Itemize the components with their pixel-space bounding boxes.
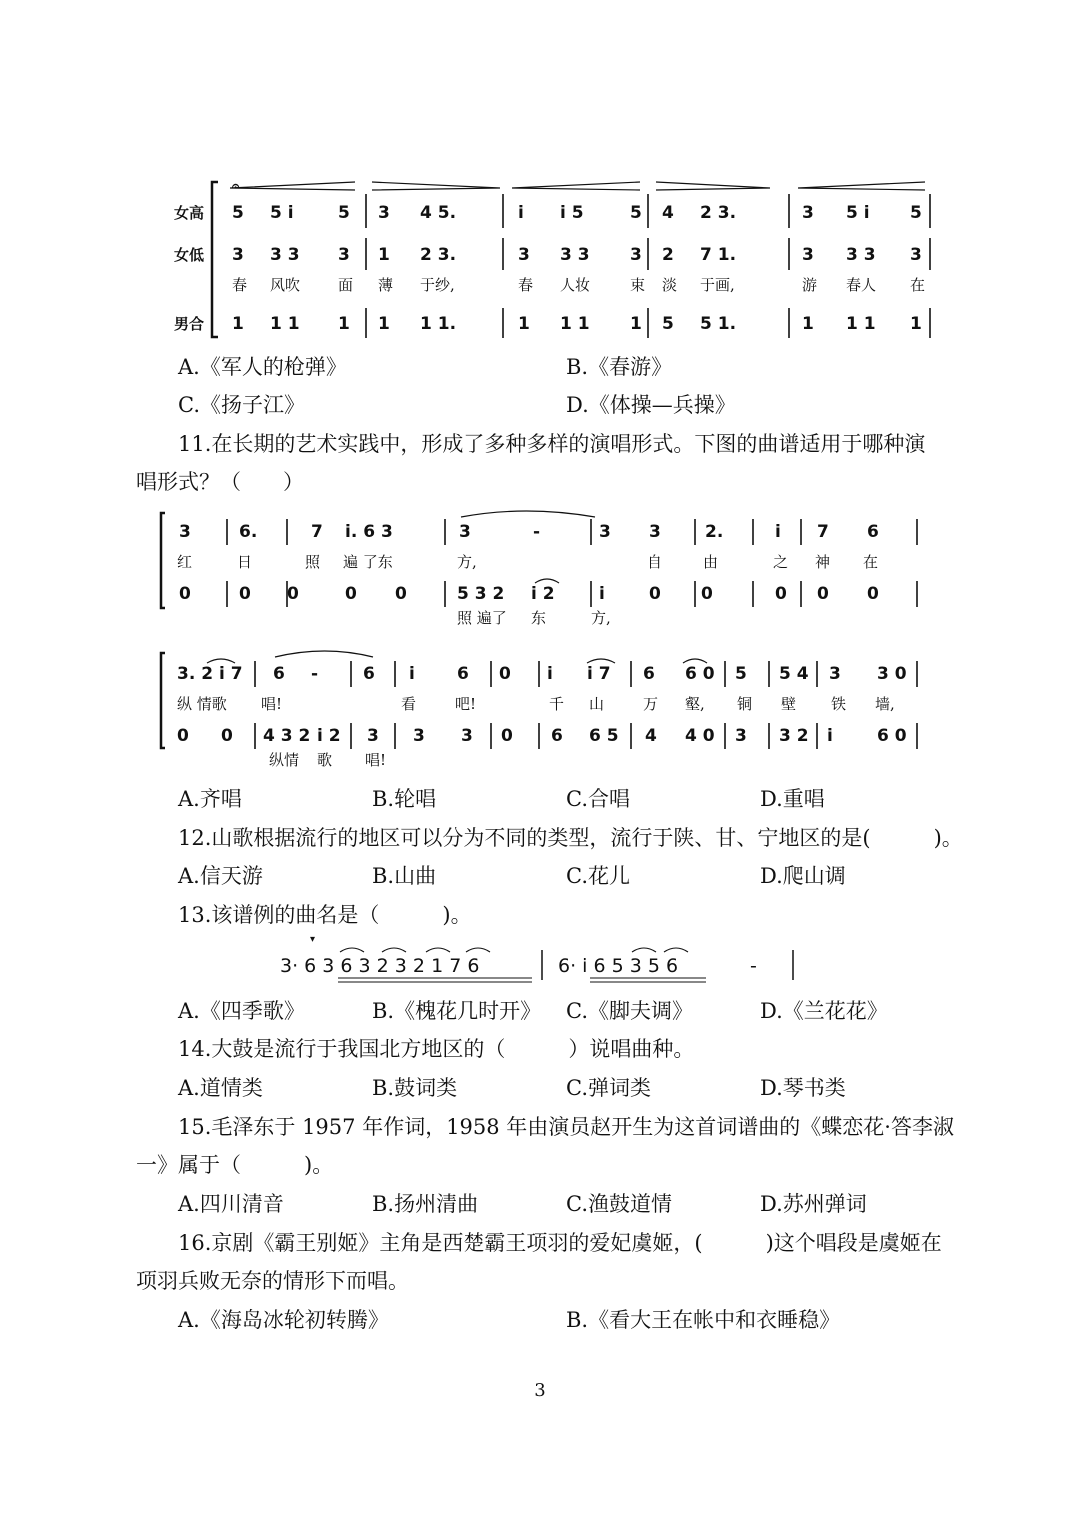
q13-dash: - <box>750 955 757 977</box>
note: 3 <box>232 245 244 265</box>
lyric: 唱! <box>365 751 387 769</box>
q13-option-d[interactable]: D.《兰花花》 <box>760 999 888 1023</box>
note: 6 <box>273 664 285 684</box>
q11-question: 11.在长期的艺术实践中，形成了多种多样的演唱形式。下图的曲谱适用于哪种演 <box>178 432 926 456</box>
note: 0 <box>239 584 251 604</box>
lyric: 千 <box>549 695 565 713</box>
q10-option-c[interactable]: C.《扬子江》 <box>178 393 305 417</box>
lyric: 之 <box>773 553 789 571</box>
note: 2. <box>705 522 724 542</box>
q12-question: 12.山歌根据流行的地区可以分为不同的类型，流行于陕、甘、宁地区的是( )。 <box>178 826 963 850</box>
q14-option-a[interactable]: A.道情类 <box>178 1076 263 1100</box>
q11-option-b[interactable]: B.轮唱 <box>372 787 437 811</box>
note: 0 <box>817 584 829 604</box>
note: 3 <box>802 203 814 223</box>
note: 5 4 <box>779 664 809 684</box>
page-number: 3 <box>534 1380 546 1401</box>
q13-question: 13.该谱例的曲名是（ )。 <box>178 903 472 927</box>
note: 1 1 <box>846 314 876 334</box>
lyric: 淡 <box>662 276 678 294</box>
svg-text:▾: ▾ <box>310 934 316 945</box>
lyric: 春 <box>518 276 534 294</box>
slur <box>683 659 707 663</box>
note: 2 3. <box>420 245 457 265</box>
note: 6 <box>867 522 879 542</box>
lyric: 壁 <box>781 695 797 713</box>
lyric: 春 <box>232 276 248 294</box>
note: 3 <box>802 245 814 265</box>
note: 0 <box>775 584 787 604</box>
svg-text:𝄐: 𝄐 <box>232 179 240 194</box>
note: 1 <box>518 314 530 334</box>
q14-option-d[interactable]: D.琴书类 <box>760 1076 846 1100</box>
note: 3 <box>179 522 191 542</box>
q14-question: 14.大鼓是流行于我国北方地区的（ ）说唱曲种。 <box>178 1037 695 1061</box>
lyric: 山 <box>589 695 605 713</box>
q11-option-a[interactable]: A.齐唱 <box>178 787 242 811</box>
row2-upper-lyrics <box>177 695 895 713</box>
q11-score <box>155 505 935 775</box>
note: 0 <box>701 584 713 604</box>
note: 3 <box>910 245 922 265</box>
part-label: 男合 <box>174 315 205 333</box>
note: 6 <box>551 726 563 746</box>
lyric: 照 <box>305 553 321 571</box>
note: i <box>599 584 605 604</box>
note: 6 <box>457 664 469 684</box>
note: 0 <box>177 726 189 746</box>
bass-line <box>232 314 922 334</box>
note: 5 i <box>270 203 294 223</box>
row2-lower-lyrics <box>269 751 386 769</box>
lyric: 春人 <box>846 276 877 294</box>
note: 0 <box>221 726 233 746</box>
note: 1 <box>378 314 390 334</box>
note: 3 <box>599 522 611 542</box>
note: - <box>311 664 319 684</box>
note: 3 <box>338 245 350 265</box>
note: 5 3 2 <box>457 584 505 604</box>
note: 1 <box>338 314 350 334</box>
q16-option-a[interactable]: A.《海岛冰轮初转腾》 <box>178 1308 389 1332</box>
lyric: 自 <box>647 553 663 571</box>
note: i 2 <box>531 584 555 604</box>
note: 1 <box>378 245 390 265</box>
lyric: 日 <box>237 553 253 571</box>
crescendo-mark <box>230 182 355 190</box>
note: 1 <box>802 314 814 334</box>
lyric: 万 <box>643 695 659 713</box>
q16-option-b[interactable]: B.《看大王在帐中和衣睡稳》 <box>566 1308 841 1332</box>
soprano-line <box>232 203 922 223</box>
lyric: 薄 <box>378 276 394 294</box>
lyric: 人妆 <box>560 276 591 294</box>
note: 6 0 <box>685 664 715 684</box>
note: 6 5 <box>589 726 619 746</box>
row2-upper-notes <box>177 664 907 684</box>
note: 0 <box>287 584 299 604</box>
note: 0 <box>499 664 511 684</box>
lyric: 歌 <box>317 751 333 769</box>
q12-option-a[interactable]: A.信天游 <box>178 864 263 888</box>
lyric: 神 <box>815 553 831 571</box>
lyric: 纵 情歌 <box>177 695 227 713</box>
note: 3 3 <box>846 245 876 265</box>
note: 0 <box>867 584 879 604</box>
lyric: 墙, <box>875 695 895 713</box>
note: i. 6 3 <box>345 522 393 542</box>
note: 5 i <box>846 203 870 223</box>
q13-option-b[interactable]: B.《槐花几时开》 <box>372 999 542 1023</box>
slur <box>587 659 615 663</box>
lyric: 东 <box>531 609 547 627</box>
lyric: 在 <box>910 276 926 294</box>
q12-option-d[interactable]: D.爬山调 <box>760 864 846 888</box>
lyric: 壑, <box>685 695 705 713</box>
q13-bar2-notes: 6· i 6 5 3 5 6 <box>558 955 679 977</box>
lyric: 于纱, <box>420 276 455 294</box>
note: 3 <box>735 726 747 746</box>
note: 3 2 <box>779 726 809 746</box>
q15-option-c[interactable]: C.渔鼓道情 <box>566 1192 672 1216</box>
note: 3 <box>413 726 425 746</box>
note: 0 <box>179 584 191 604</box>
lyric: 方, <box>457 553 477 571</box>
note: 5 1. <box>700 314 737 334</box>
q10-option-d[interactable]: D.《体操—兵操》 <box>566 393 736 417</box>
row1-lower-lyrics <box>457 609 611 627</box>
q15-option-a[interactable]: A.四川清音 <box>178 1192 284 1216</box>
q10-part-labels <box>174 204 204 333</box>
q13-option-a[interactable]: A.《四季歌》 <box>178 999 305 1023</box>
note: 3 <box>367 726 379 746</box>
decrescendo-mark <box>656 182 770 190</box>
note: 1 1 <box>270 314 300 334</box>
note: 0 <box>395 584 407 604</box>
note: 6 <box>643 664 655 684</box>
lyric: 红 <box>177 553 193 571</box>
note: i 7 <box>587 664 611 684</box>
note: 4 0 <box>685 726 715 746</box>
note: i <box>827 726 833 746</box>
q12-option-c[interactable]: C.花儿 <box>566 864 630 888</box>
lyric: 游 <box>802 276 818 294</box>
q13-bar1-notes: 3· 6 3 6 3 2 3 2 1 7 6 <box>280 955 480 977</box>
lyric: 于画, <box>700 276 735 294</box>
note: 5 <box>630 203 642 223</box>
note: 3 <box>649 522 661 542</box>
q15-option-d[interactable]: D.苏州弹词 <box>760 1192 867 1216</box>
note: 0 <box>501 726 513 746</box>
lyric: 纵情 <box>269 751 300 769</box>
q12-option-b[interactable]: B.山曲 <box>372 864 437 888</box>
q14-option-c[interactable]: C.弹词类 <box>566 1076 651 1100</box>
note: 0 <box>345 584 357 604</box>
note: 1 1 <box>560 314 590 334</box>
note: 3 3 <box>560 245 590 265</box>
note: i <box>518 203 524 223</box>
q11-question-cont: 唱形式？（ ） <box>136 470 304 494</box>
note: 4 <box>645 726 657 746</box>
decrescendo-mark <box>372 182 500 190</box>
q11-option-d[interactable]: D.重唱 <box>760 787 825 811</box>
q15-question-cont: 一》属于（ )。 <box>136 1153 334 1177</box>
part-label: 女高 <box>174 204 205 222</box>
lyric: 吧! <box>455 695 477 713</box>
lyrics-line <box>232 276 925 294</box>
lyric: 照 遍了 <box>457 609 507 627</box>
note: 4 5. <box>420 203 457 223</box>
note: 3 <box>518 245 530 265</box>
q14-option-b[interactable]: B.鼓词类 <box>372 1076 458 1100</box>
slur <box>207 659 235 663</box>
note: 1 <box>910 314 922 334</box>
lyric: 方, <box>591 609 611 627</box>
note: 4 3 2 <box>263 726 311 746</box>
q15-option-b[interactable]: B.扬州清曲 <box>372 1192 479 1216</box>
note: 6 0 <box>877 726 907 746</box>
note: 5 <box>232 203 244 223</box>
row1-upper-lyrics <box>177 553 878 571</box>
note: i 5 <box>560 203 584 223</box>
q15-question: 15.毛泽东于 1957 年作词，1958 年由演员赵开生为这首词谱曲的《蝶恋花·答李淑 <box>178 1115 954 1139</box>
lyric: 唱! <box>261 695 283 713</box>
tie <box>275 651 373 657</box>
q10-option-a[interactable]: A.《军人的枪弹》 <box>178 355 347 379</box>
note: 1 <box>630 314 642 334</box>
lyric: 在 <box>863 553 879 571</box>
lyric: 面 <box>338 276 354 294</box>
lyric: 风吹 <box>270 276 301 294</box>
crescendo-mark <box>798 182 925 190</box>
note: 1 <box>232 314 244 334</box>
lyric: 束 <box>630 276 646 294</box>
note: 1 1. <box>420 314 457 334</box>
note: 4 <box>662 203 674 223</box>
note: 6 <box>363 664 375 684</box>
note: 6. <box>239 522 258 542</box>
row1-upper-notes <box>179 522 879 542</box>
note: 7 1. <box>700 245 737 265</box>
lyric: 遍 了东 <box>343 553 393 571</box>
note: 3 <box>461 726 473 746</box>
note: 3 <box>459 522 471 542</box>
note: 2 3. <box>700 203 737 223</box>
q13-score <box>270 932 830 992</box>
note: 5 <box>662 314 674 334</box>
note: 0 <box>649 584 661 604</box>
note: i <box>775 522 781 542</box>
note: 7 <box>311 522 323 542</box>
q13-option-c[interactable]: C.《脚夫调》 <box>566 999 693 1023</box>
note: 3. 2 i 7 <box>177 664 243 684</box>
tie <box>461 511 595 517</box>
note: i 2 <box>317 726 341 746</box>
note: i <box>547 664 553 684</box>
part-label: 女低 <box>174 246 205 264</box>
note: i <box>409 664 415 684</box>
note: 3 <box>378 203 390 223</box>
q16-question: 16.京剧《霸王别姬》主角是西楚霸王项羽的爱妃虞姬，( )这个唱段是虞姬在 <box>178 1231 942 1255</box>
note: - <box>533 522 541 542</box>
row2-lower-notes <box>177 726 907 746</box>
q10-option-b[interactable]: B.《春游》 <box>566 355 673 379</box>
note: 3 <box>829 664 841 684</box>
note: 3 3 <box>270 245 300 265</box>
note: 7 <box>817 522 829 542</box>
lyric: 由 <box>703 553 719 571</box>
q10-score <box>170 172 950 347</box>
q16-question-cont: 项羽兵败无奈的情形下而唱。 <box>136 1269 409 1293</box>
lyric: 铁 <box>831 695 847 713</box>
row1-lower-notes <box>179 584 879 604</box>
note: 3 0 <box>877 664 907 684</box>
note: 3 <box>630 245 642 265</box>
note: 2 <box>662 245 674 265</box>
alto-line <box>232 245 922 265</box>
lyric: 铜 <box>737 695 753 713</box>
note: 5 <box>910 203 922 223</box>
note: 5 <box>735 664 747 684</box>
crescendo-mark <box>512 182 640 190</box>
q11-option-c[interactable]: C.合唱 <box>566 787 630 811</box>
note: 5 <box>338 203 350 223</box>
slur <box>535 579 559 583</box>
lyric: 看 <box>401 695 417 713</box>
